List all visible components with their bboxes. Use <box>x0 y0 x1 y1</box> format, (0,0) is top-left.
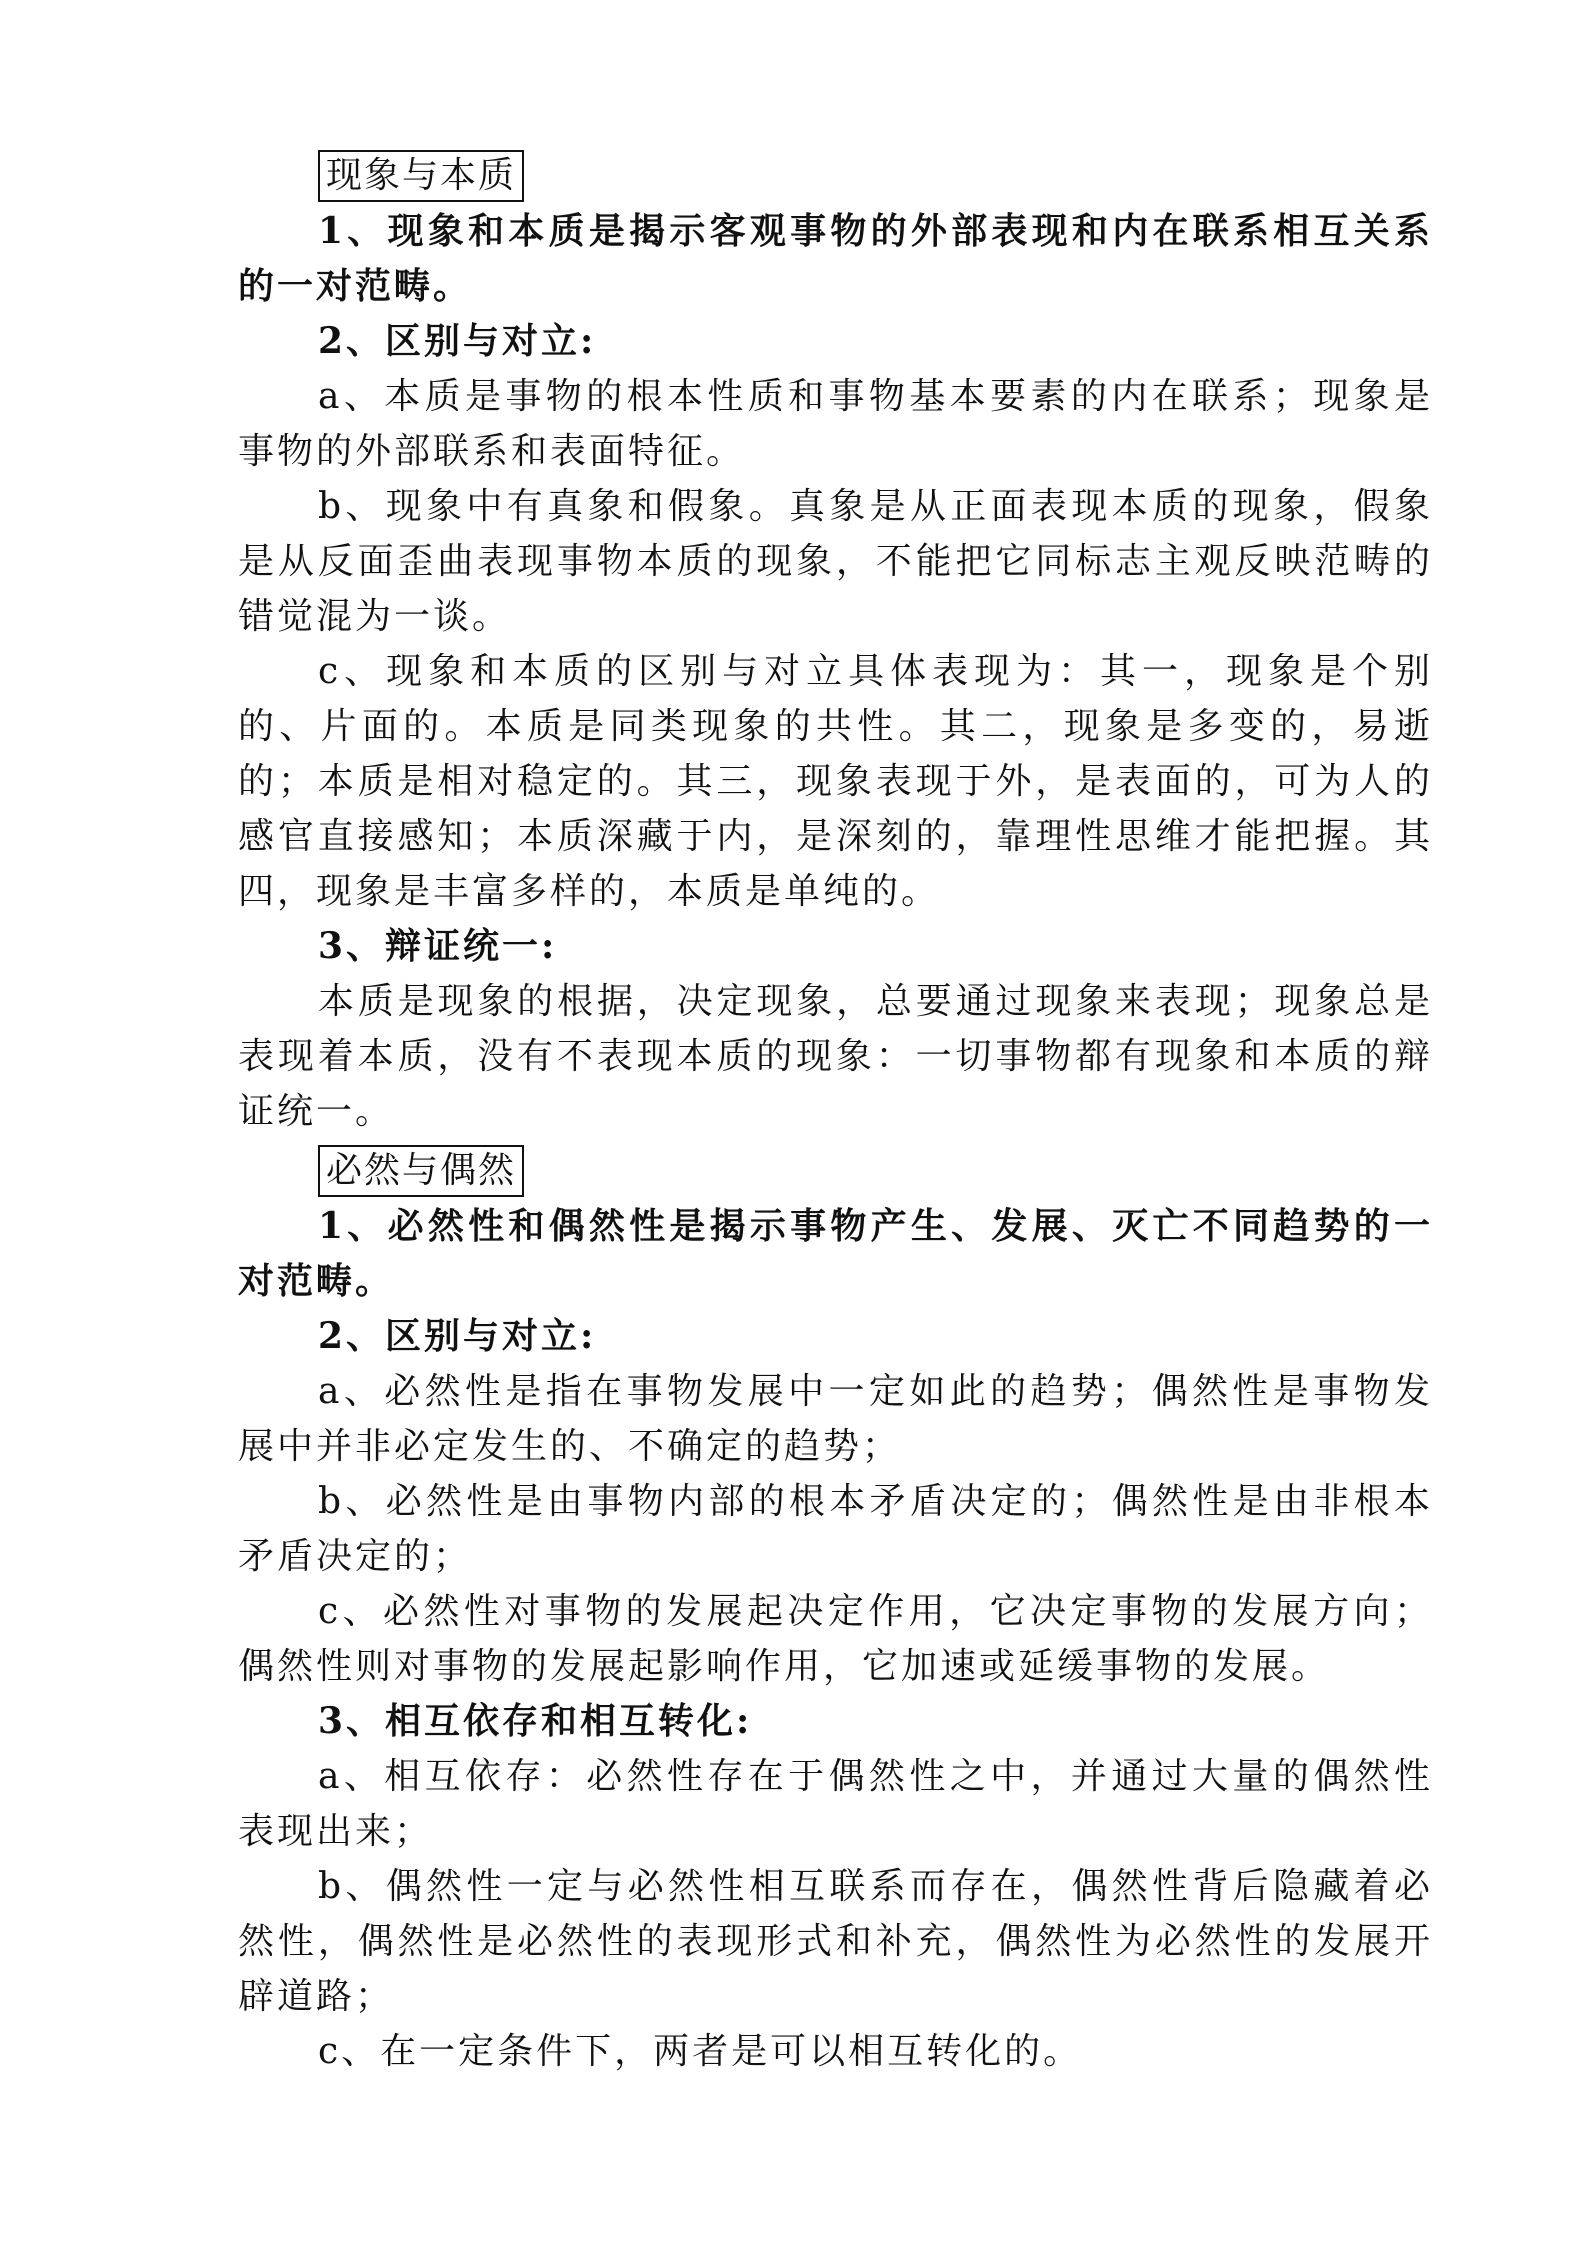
section-2-heading-row <box>238 1145 1433 1197</box>
document-page <box>238 150 1433 2079</box>
section-2-point-c: c、必然性对事物的发展起决定作用，它决定事物的发展方向；偶然性则对事物的发展起影响作用，它加速或延缓事物的发展。 <box>238 1591 1433 1687</box>
section-1-point-a: a、本质是事物的根本性质和事物基本要素的内在联系；现象是事物的外部联系和表面特征。 <box>238 376 1433 472</box>
section-2-point-b: b、必然性是由事物内部的根本矛盾决定的；偶然性是由非根本矛盾决定的； <box>238 1481 1433 1577</box>
section-1-point-c: c、现象和本质的区别与对立具体表现为：其一，现象是个别的、片面的。本质是同类现象的共性。其二，现象是多变的，易逝的；本质是相对稳定的。其三，现象表现于外，是表面的，可为人的感官直接感知；本质深藏于内，是深刻的，靠理性思维才能把握。其四，现象是丰富多样的，本质是单纯的。 <box>238 651 1433 912</box>
section-1-heading-row <box>238 150 1433 202</box>
section-2-interdependence-c: c、在一定条件下，两者是可以相互转化的。 <box>318 2031 1083 2072</box>
section-1-unity-text: 本质是现象的根据，决定现象，总要通过现象来表现；现象总是表现着本质，没有不表现本质的现象：一切事物都有现象和本质的辩证统一。 <box>238 981 1433 1132</box>
section-2-subheading-difference: 2、区别与对立: <box>318 1315 597 1357</box>
section-1-subheading-difference: 2、区别与对立: <box>318 320 597 362</box>
section-2-subheading-interdependence: 3、相互依存和相互转化: <box>318 1700 753 1742</box>
section-1-heading: 现象与本质 <box>318 150 524 202</box>
section-2-definition: 1、必然性和偶然性是揭示事物产生、发展、灭亡不同趋势的一对范畴。 <box>238 1205 1433 1302</box>
section-2-interdependence-a: a、相互依存：必然性存在于偶然性之中，并通过大量的偶然性表现出来； <box>238 1756 1433 1852</box>
section-1-point-b: b、现象中有真象和假象。真象是从正面表现本质的现象，假象是从反面歪曲表现事物本质的现象，不能把它同标志主观反映范畴的错觉混为一谈。 <box>238 486 1433 637</box>
section-2-interdependence-b: b、偶然性一定与必然性相互联系而存在，偶然性背后隐藏着必然性，偶然性是必然性的表现形式和补充，偶然性为必然性的发展开辟道路； <box>238 1866 1433 2017</box>
section-2-heading: 必然与偶然 <box>318 1145 524 1197</box>
section-1-subheading-unity: 3、辩证统一: <box>318 925 558 967</box>
section-2-point-a: a、必然性是指在事物发展中一定如此的趋势；偶然性是事物发展中并非必定发生的、不确定的趋势； <box>238 1371 1433 1467</box>
section-1-definition: 1、现象和本质是揭示客观事物的外部表现和内在联系相互关系的一对范畴。 <box>238 210 1433 307</box>
